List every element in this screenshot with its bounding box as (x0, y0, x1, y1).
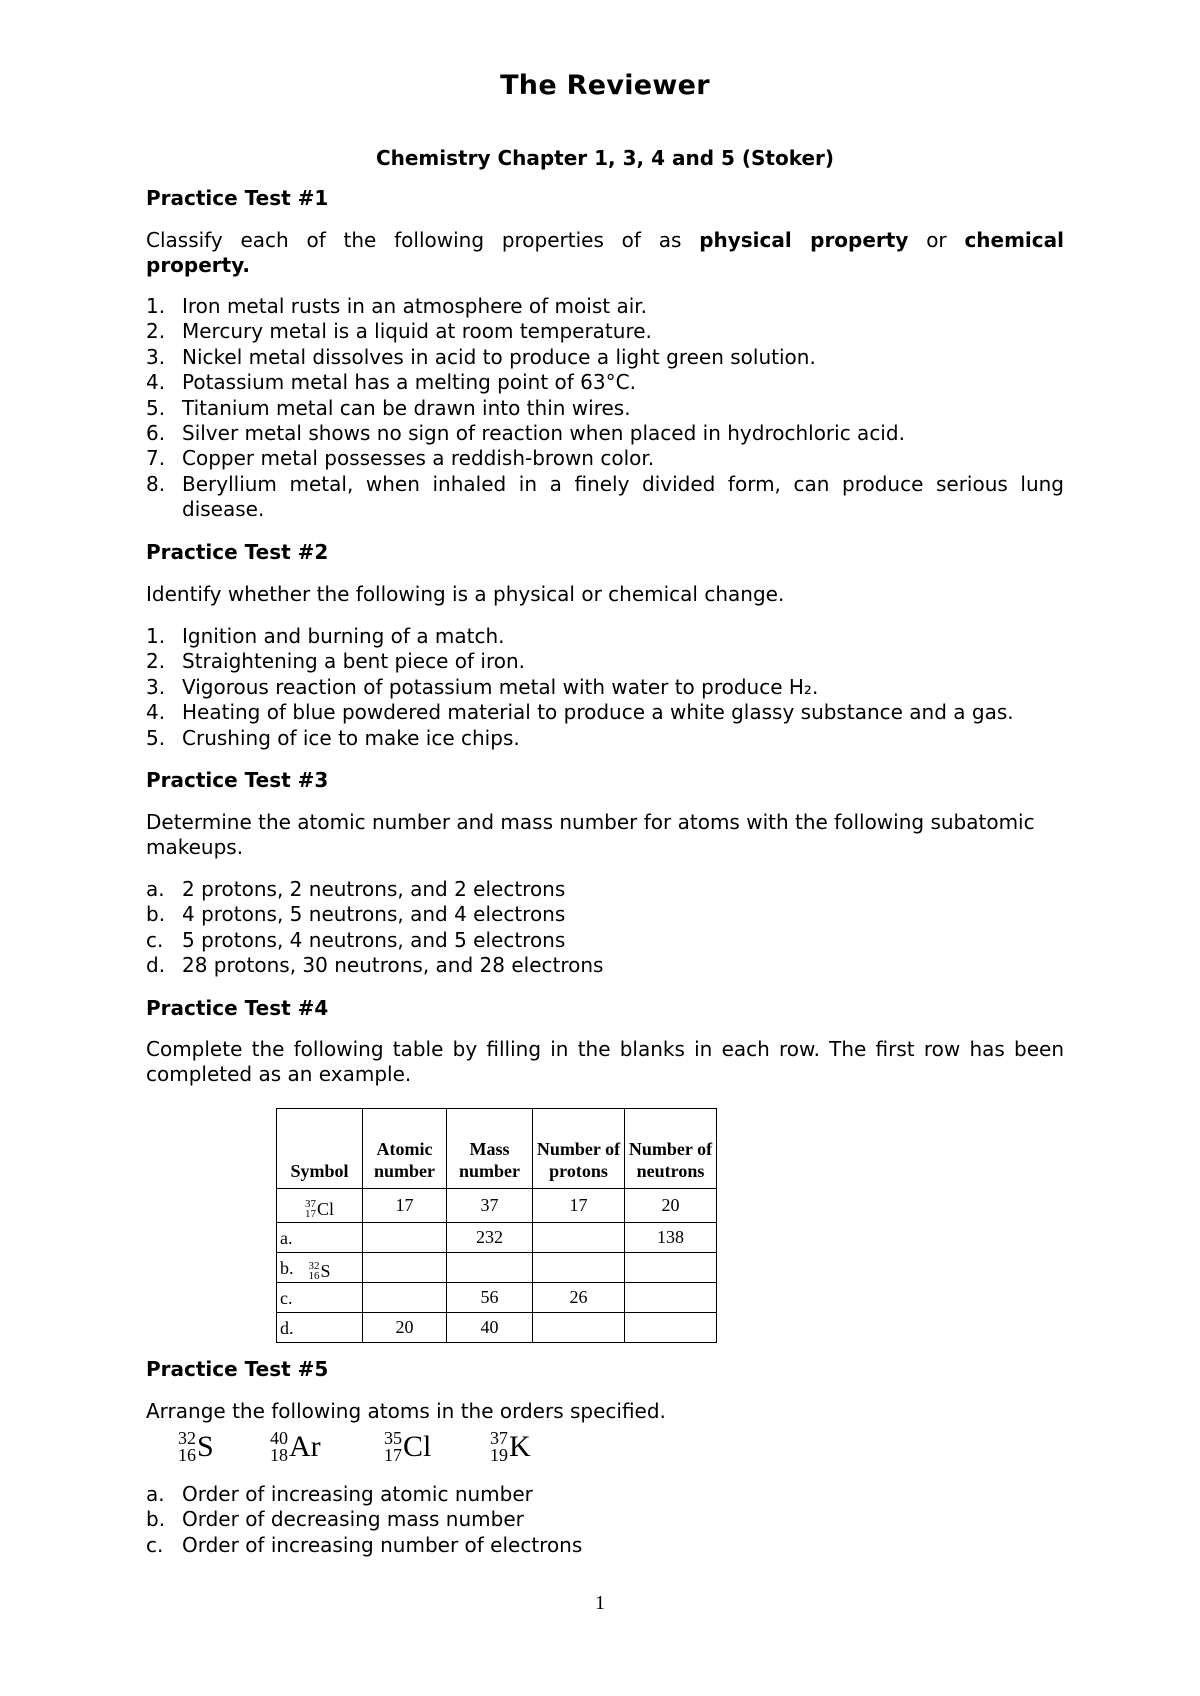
item-number: 3. (146, 674, 166, 699)
nuclide-symbol (305, 1199, 334, 1220)
list-item (146, 675, 1064, 700)
header-atomic-number: Atomic number (363, 1109, 447, 1189)
isotope-table (276, 1108, 717, 1343)
item-number: 8. (146, 471, 166, 496)
list-item (146, 345, 1064, 370)
list-item (146, 726, 1064, 751)
cell-protons (533, 1313, 625, 1343)
item-text: 28 protons, 30 neutrons, and 28 electrons (182, 953, 604, 978)
test1-instr-property: property. (146, 253, 251, 277)
mass-superscript: 32 (308, 1260, 320, 1273)
test2-list (146, 624, 1064, 751)
item-number: 5. (146, 395, 166, 420)
row-label: c. (280, 1288, 293, 1308)
item-number: 1. (146, 294, 166, 318)
atomic-subscript: 17 (304, 1208, 316, 1221)
header-neutrons: Number of neutrons (625, 1109, 717, 1189)
cell-mass: 232 (447, 1223, 533, 1253)
item-text: Order of increasing atomic number (182, 1482, 533, 1506)
element-symbol: Cl (403, 1430, 432, 1463)
list-item (146, 370, 1064, 395)
atom-symbols-row (178, 1430, 698, 1480)
item-text: Straightening a bent piece of iron. (182, 649, 525, 674)
list-item (146, 700, 1064, 725)
item-text: Nickel metal dissolves in acid to produce a light green solution. (182, 344, 816, 369)
cell-atomic: 17 (363, 1189, 447, 1223)
item-text: Order of increasing number of electrons (182, 1532, 583, 1557)
atomic-subscript: 18 (270, 1445, 288, 1465)
header-symbol: Symbol (277, 1109, 363, 1189)
nuclide-symbol (270, 1430, 321, 1464)
element-symbol: S (197, 1430, 214, 1463)
item-number: 2. (146, 319, 166, 344)
test3-instructions: Determine the atomic number and mass number for atoms with the following subatomic makeups. (146, 810, 1035, 859)
list-item (146, 446, 1064, 471)
item-number: 2. (146, 649, 166, 674)
mass-superscript: 40 (270, 1428, 288, 1448)
item-number: 3. (146, 344, 166, 369)
list-item (146, 1507, 1064, 1532)
mass-superscript: 37 (490, 1428, 508, 1448)
item-number: 6. (146, 421, 166, 446)
nuclide-symbol (308, 1261, 330, 1282)
cell-atomic: 20 (363, 1313, 447, 1343)
cell-mass: 37 (447, 1189, 533, 1223)
cell-mass: 56 (447, 1283, 533, 1313)
cell-protons: 17 (533, 1189, 625, 1223)
item-letter: a. (146, 1482, 165, 1506)
cell-protons (533, 1223, 625, 1253)
item-text: Order of decreasing mass number (182, 1507, 524, 1532)
element-symbol: S (320, 1260, 331, 1281)
cell-mass: 40 (447, 1313, 533, 1343)
header-mass-number: Mass number (447, 1109, 533, 1189)
list-item (146, 294, 1064, 319)
test2-instructions: Identify whether the following is a physical or chemical change. (146, 582, 785, 606)
item-text: 2 protons, 2 neutrons, and 2 electrons (182, 877, 566, 901)
item-text: Titanium metal can be drawn into thin wires. (182, 395, 631, 420)
test1-instr-pre: Classify each of the following properties of as (146, 228, 682, 252)
list-item (146, 953, 1064, 978)
atomic-subscript: 19 (490, 1445, 508, 1465)
test1-list (146, 294, 1064, 523)
list-item (146, 396, 1064, 421)
cell-protons (533, 1253, 625, 1283)
element-symbol: Cl (316, 1198, 334, 1219)
item-text: Vigorous reaction of potassium metal with water to produce H₂. (182, 674, 819, 699)
item-text: Mercury metal is a liquid at room temperature. (182, 319, 652, 344)
cell-atomic (363, 1223, 447, 1253)
item-letter: c. (146, 927, 164, 952)
test5-heading: Practice Test #5 (146, 1357, 329, 1381)
item-number: 1. (146, 624, 166, 648)
list-item (146, 902, 1064, 927)
table-row (277, 1223, 717, 1253)
test3-heading: Practice Test #3 (146, 768, 329, 792)
cell-atomic (363, 1283, 447, 1313)
item-text: 4 protons, 5 neutrons, and 4 electrons (182, 902, 566, 927)
nuclide-symbol (384, 1430, 431, 1464)
cell-neutrons (625, 1313, 717, 1343)
header-protons: Number of protons (533, 1109, 625, 1189)
test1-instr-physical: physical property (699, 228, 909, 252)
test1-instr-chemical: chemical (964, 228, 1064, 252)
table-row (277, 1189, 717, 1223)
item-letter: d. (146, 953, 166, 978)
list-item (146, 421, 1064, 446)
item-number: 4. (146, 700, 166, 725)
table-row (277, 1283, 717, 1313)
cell-neutrons (625, 1283, 717, 1313)
document-subtitle: Chemistry Chapter 1, 3, 4 and 5 (Stoker) (375, 146, 835, 170)
item-text: Copper metal possesses a reddish-brown color. (182, 446, 655, 471)
mass-superscript: 37 (304, 1198, 316, 1211)
item-text: 5 protons, 4 neutrons, and 5 electrons (182, 927, 566, 952)
cell-protons: 26 (533, 1283, 625, 1313)
row-label: a. (280, 1228, 293, 1248)
list-item (146, 877, 1064, 902)
atomic-subscript: 16 (308, 1270, 320, 1283)
document-title: The Reviewer (500, 70, 710, 101)
row-label: d. (280, 1318, 294, 1338)
test1-instr-or: or (926, 228, 947, 252)
test1-instructions (146, 228, 1064, 278)
nuclide-symbol (178, 1430, 214, 1464)
item-letter: b. (146, 1507, 166, 1532)
list-item (146, 319, 1064, 344)
isotope-table-wrapper (276, 1108, 717, 1343)
test4-heading: Practice Test #4 (146, 996, 329, 1020)
element-symbol: Ar (289, 1430, 321, 1463)
item-text: Potassium metal has a melting point of 63°C. (182, 370, 636, 395)
list-item (146, 1482, 1064, 1507)
atomic-subscript: 17 (384, 1445, 402, 1465)
item-number: 7. (146, 446, 166, 471)
list-item (146, 1533, 1064, 1558)
item-text: Iron metal rusts in an atmosphere of moist air. (182, 294, 648, 318)
test5-list (146, 1482, 1064, 1558)
item-letter: a. (146, 877, 165, 901)
item-number: 5. (146, 725, 166, 750)
list-item (146, 928, 1064, 953)
nuclide-symbol (490, 1430, 531, 1464)
test5-instructions: Arrange the following atoms in the orders specified. (146, 1399, 666, 1423)
atomic-subscript: 16 (178, 1445, 196, 1465)
mass-superscript: 32 (178, 1428, 196, 1448)
table-row (277, 1253, 717, 1283)
list-item (146, 624, 1064, 649)
item-text: Beryllium metal, when inhaled in a finely divided form, can produce serious lung disease. (182, 471, 1064, 522)
table-header-row (277, 1109, 717, 1189)
list-item (146, 472, 1064, 523)
table-row (277, 1313, 717, 1343)
page-number: 1 (595, 1592, 605, 1614)
cell-neutrons: 20 (625, 1189, 717, 1223)
row-label: b. (280, 1258, 294, 1278)
cell-neutrons (625, 1253, 717, 1283)
item-letter: b. (146, 902, 166, 927)
test2-heading: Practice Test #2 (146, 540, 329, 564)
item-text: Heating of blue powdered material to produce a white glassy substance and a gas. (182, 700, 1014, 725)
item-text: Silver metal shows no sign of reaction when placed in hydrochloric acid. (182, 421, 905, 446)
list-item (146, 649, 1064, 674)
item-letter: c. (146, 1532, 164, 1557)
cell-neutrons: 138 (625, 1223, 717, 1253)
item-text: Ignition and burning of a match. (182, 624, 505, 648)
test3-list (146, 877, 1064, 979)
test4-instructions: Complete the following table by filling in the blanks in each row. The first row has been completed as an example. (146, 1037, 1064, 1086)
test1-heading: Practice Test #1 (146, 186, 329, 210)
mass-superscript: 35 (384, 1428, 402, 1448)
cell-mass (447, 1253, 533, 1283)
cell-symbol (277, 1189, 363, 1223)
element-symbol: K (509, 1430, 531, 1463)
item-text: Crushing of ice to make ice chips. (182, 725, 520, 750)
cell-atomic (363, 1253, 447, 1283)
item-number: 4. (146, 370, 166, 395)
